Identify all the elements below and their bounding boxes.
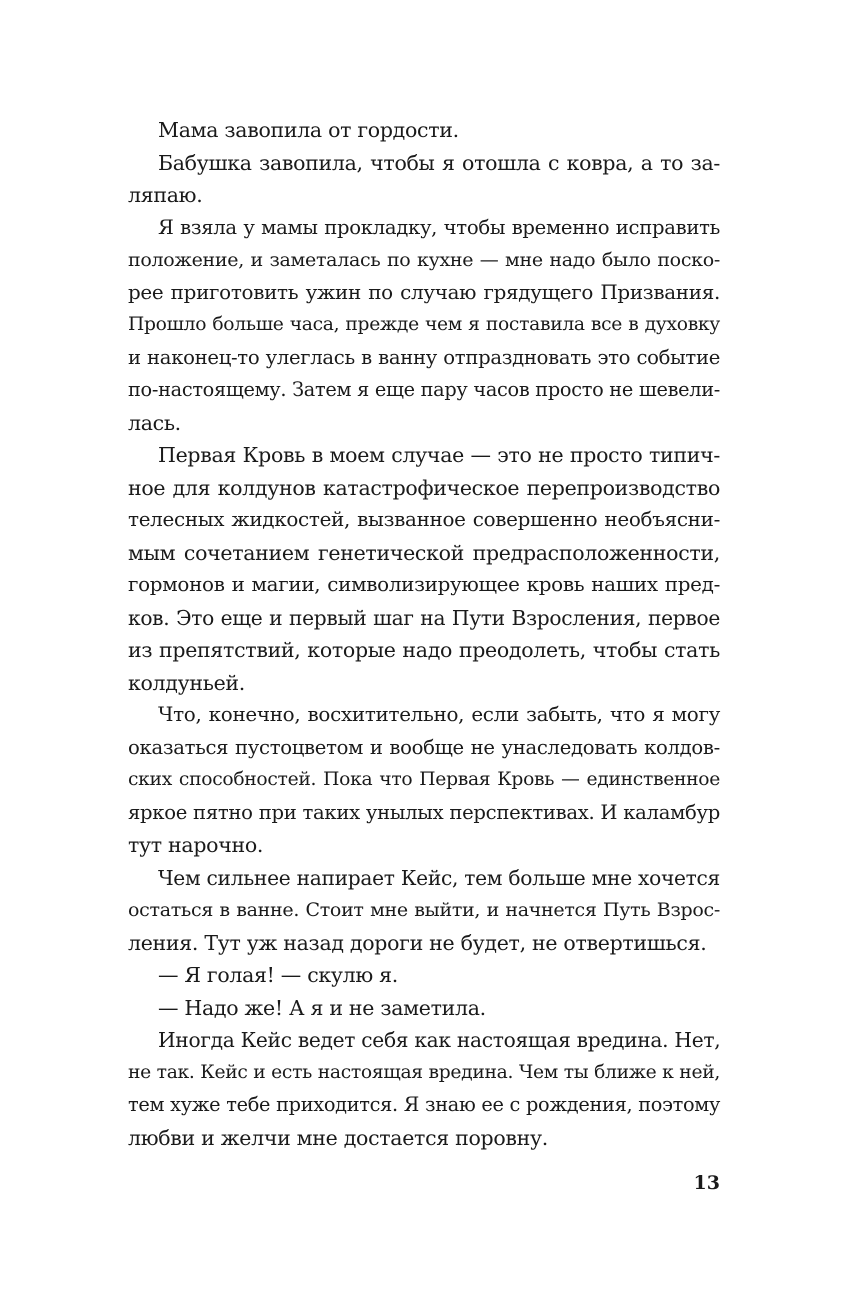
text-line: рее приготовить ужин по случаю грядущего Призвания. — [128, 280, 720, 304]
text-line: остаться в ванне. Стоит мне выйти, и начнется Путь Взрос- — [128, 899, 720, 921]
text-line: и наконец-то улеглась в ванну отпраздновать это событие — [128, 345, 720, 369]
text-line: — Я голая! — скулю я. — [158, 963, 399, 987]
text-line: Чем сильнее напирает Кейс, тем больше мне хочется — [158, 865, 720, 890]
text-line: ляпаю. — [128, 183, 203, 207]
text-line: Что, конечно, восхитительно, если забыть, что я могу — [158, 703, 720, 726]
text-line: Первая Кровь в моем случае — это не просто типич- — [158, 443, 720, 467]
text-line: не так. Кейс и есть настоящая вредина. Чем ты ближе к ней, — [128, 1061, 720, 1083]
text-line: Прошло больше часа, прежде чем я поставила все в духовку — [128, 314, 720, 335]
page-number: 13 — [693, 1172, 720, 1194]
text-line: — Надо же! А я и не заметила. — [158, 995, 486, 1020]
text-line: ления. Тут уж назад дороги не будет, не отвертишься. — [128, 930, 707, 955]
text-line: из препятствий, которые надо преодолеть, чтобы стать — [128, 638, 720, 662]
text-line: Бабушка завопила, чтобы я отошла с ковра, а то за- — [158, 150, 720, 175]
text-line: лась. — [128, 410, 181, 435]
text-line: колдуньей. — [128, 670, 245, 695]
text-line: гормонов и магии, символизирующее кровь наших пред- — [128, 573, 720, 596]
text-line: ное для колдунов катастрофическое перепроизводство — [128, 475, 720, 500]
text-line: Иногда Кейс ведет себя как настоящая вредина. Нет, — [158, 1028, 721, 1052]
text-line: телесных жидкостей, вызванное совершенно необъясни- — [128, 508, 720, 531]
text-line: яркое пятно при таких унылых перспективах. И каламбур — [128, 800, 720, 824]
text-line: Мама завопила от гордости. — [158, 118, 459, 142]
text-line: Я взяла у мамы прокладку, чтобы временно исправить — [158, 215, 720, 239]
text-line: по-настоящему. Затем я еще пару часов просто не шевели- — [128, 378, 720, 401]
text-line: любви и желчи мне достается поровну. — [128, 1125, 548, 1150]
text-line: ских способностей. Пока что Первая Кровь — единственное — [128, 769, 720, 790]
text-line: тут нарочно. — [128, 833, 264, 857]
text-line: ков. Это еще и первый шаг на Пути Взросления, первое — [128, 605, 720, 630]
text-line: мым сочетанием генетической предрасположенности, — [128, 540, 720, 565]
text-line: положение, и заметалась по кухне — мне надо было поско- — [128, 249, 720, 271]
text-line: тем хуже тебе приходится. Я знаю ее с рождения, поэтому — [128, 1093, 720, 1116]
text-line: оказаться пустоцветом и вообще не унаследовать колдов- — [128, 735, 720, 759]
body-text — [128, 114, 720, 1154]
